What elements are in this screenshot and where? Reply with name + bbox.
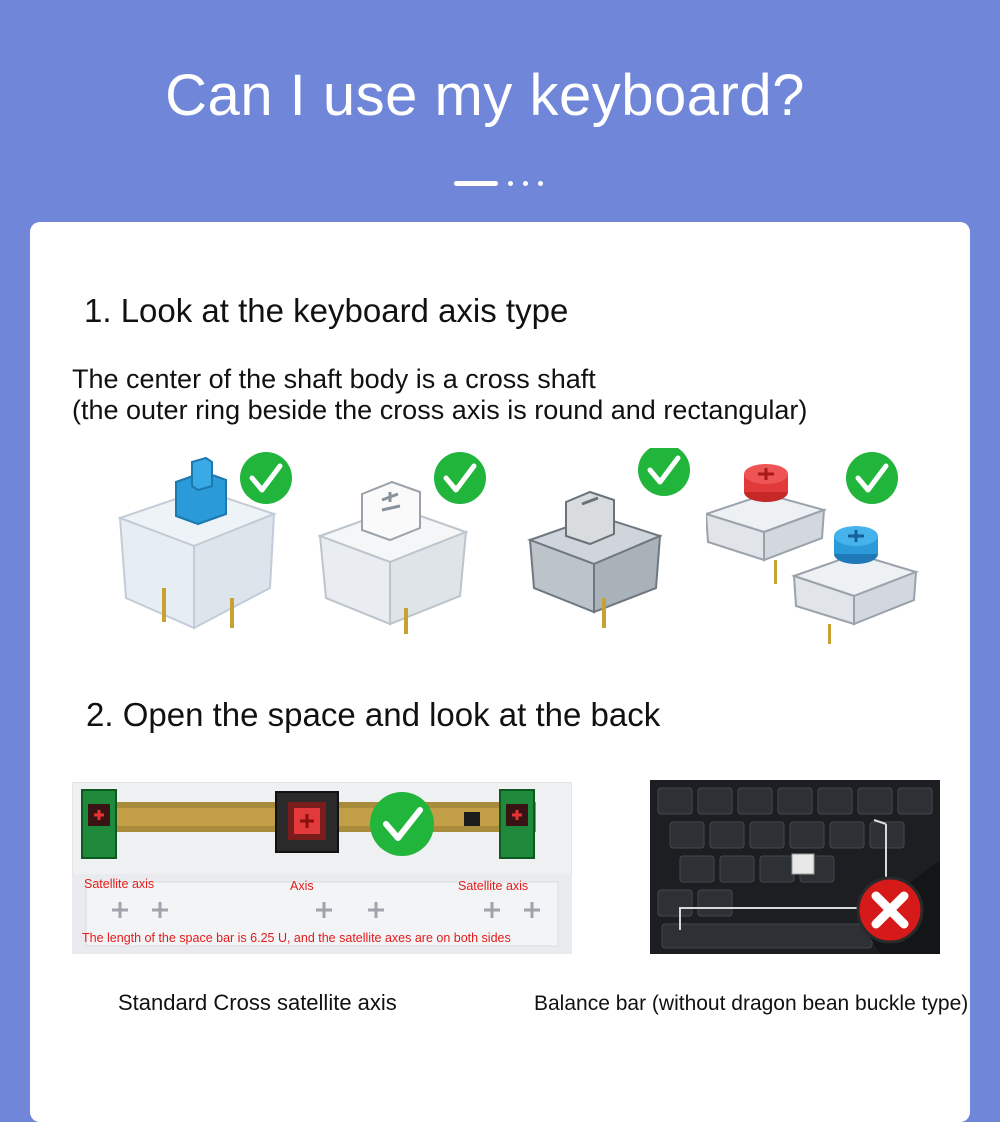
satellite-switch-right	[500, 790, 534, 858]
switch-blue-stem	[102, 448, 302, 648]
step-1-title: 1. Look at the keyboard axis type	[84, 292, 569, 329]
pagination-dot	[538, 181, 543, 186]
caption-balance-bar: Balance bar (without dragon bean buckle type)	[534, 992, 969, 1015]
label-satellite-axis-left: Satellite axis	[84, 877, 155, 891]
label-spacebar-length-note: The length of the space bar is 6.25 U, and the satellite axes are on both sides	[82, 931, 511, 945]
check-icon	[434, 452, 486, 504]
pagination-active-dash	[454, 181, 498, 186]
step-2-title: 2. Open the space and look at the back	[86, 696, 661, 733]
center-switch	[276, 792, 338, 852]
caption-standard-cross-satellite-axis: Standard Cross satellite axis	[118, 990, 397, 1015]
content-card	[30, 222, 970, 1122]
spacebar-satellite-diagram	[72, 782, 572, 954]
check-icon	[638, 448, 690, 496]
description-line-2: (the outer ring beside the cross axis is round and rectangular)	[72, 395, 808, 425]
satellite-switch-left	[82, 790, 116, 858]
cross-icon	[858, 878, 922, 942]
label-satellite-axis-right: Satellite axis	[458, 879, 529, 893]
check-icon	[370, 792, 434, 856]
description-line-1: The center of the shaft body is a cross shaft	[72, 364, 596, 394]
pagination-dot	[523, 181, 528, 186]
check-icon	[846, 452, 898, 504]
switch-silver-stem	[522, 448, 722, 648]
check-icon	[240, 452, 292, 504]
pagination-dot	[508, 181, 513, 186]
page-title: Can I use my keyboard?	[165, 63, 805, 128]
switch-low-profile-pair	[706, 448, 936, 648]
step-1-description	[72, 364, 807, 426]
label-axis-center: Axis	[290, 879, 314, 893]
switch-white-stem	[308, 448, 508, 648]
balance-bar-photo	[650, 780, 940, 954]
